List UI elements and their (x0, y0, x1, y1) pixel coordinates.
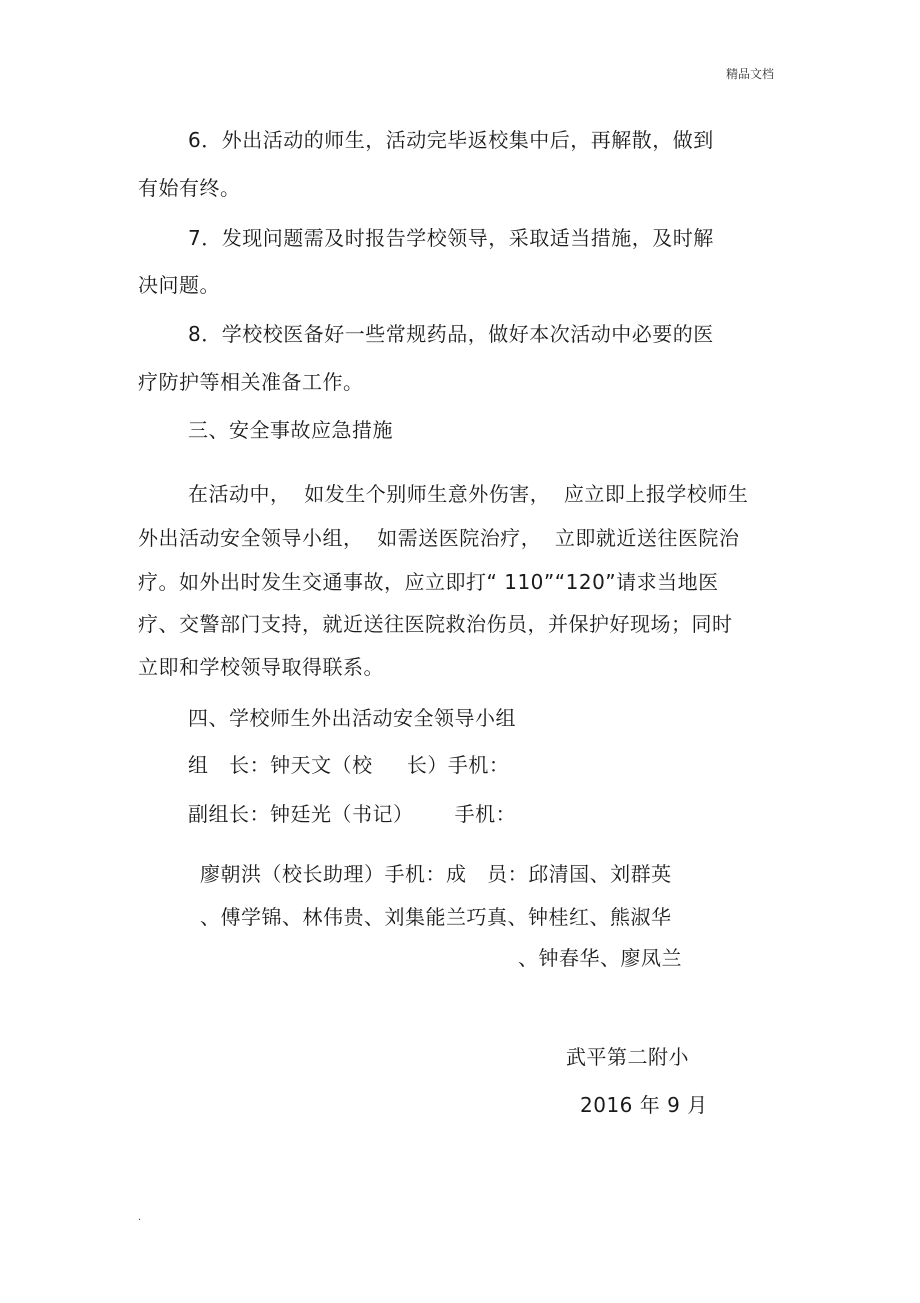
emergency-line3: 疗。如外出时发生交通事故，应立即打“ 110”“120”请求当地医 (138, 570, 719, 594)
emergency-line1: 在活动中， 如发生个别师生意外伤害， 应立即上报学校师生 (188, 482, 749, 506)
emergency-line4: 疗、交警部门支持，就近送往医院救治伤员，并保护好现场；同时 (138, 612, 733, 636)
signature-org: 武平第二附小 (566, 1045, 689, 1069)
item7-line2: 决问题。 (138, 273, 220, 297)
leader-line: 组 长：钟天文（校 长）手机： (188, 753, 510, 777)
item6-line1: 6．外出活动的师生，活动完毕返校集中后，再解散，做到 (188, 128, 714, 152)
members-line2: 、傅学锦、林伟贵、刘集能兰巧真、钟桂红、熊淑华 (200, 905, 672, 929)
section3-heading: 三、安全事故应急措施 (188, 418, 393, 442)
footer-dot: . (138, 1212, 142, 1223)
emergency-line5: 立即和学校领导取得联系。 (138, 655, 384, 679)
header-mark: 精品文档 (726, 67, 775, 81)
item6-line2: 有始有终。 (138, 176, 241, 200)
section4-heading: 四、学校师生外出活动安全领导小组 (188, 706, 516, 730)
signature-date: 2016 年 9 月 (580, 1093, 708, 1117)
item8-line1: 8．学校校医备好一些常规药品，做好本次活动中必要的医 (188, 322, 714, 346)
emergency-line2: 外出活动安全领导小组， 如需送医院治疗， 立即就近送往医院治 (138, 526, 740, 550)
deputy-line: 副组长：钟廷光（书记） 手机： (188, 802, 517, 826)
item8-line2: 疗防护等相关准备工作。 (138, 370, 364, 394)
item7-line1: 7．发现问题需及时报告学校领导，采取适当措施，及时解 (188, 226, 714, 250)
members-line3: 、钟春华、廖凤兰 (518, 946, 682, 970)
members-line1: 廖朝洪（校长助理）手机：成 员：邱清国、刘群英 (200, 862, 672, 886)
